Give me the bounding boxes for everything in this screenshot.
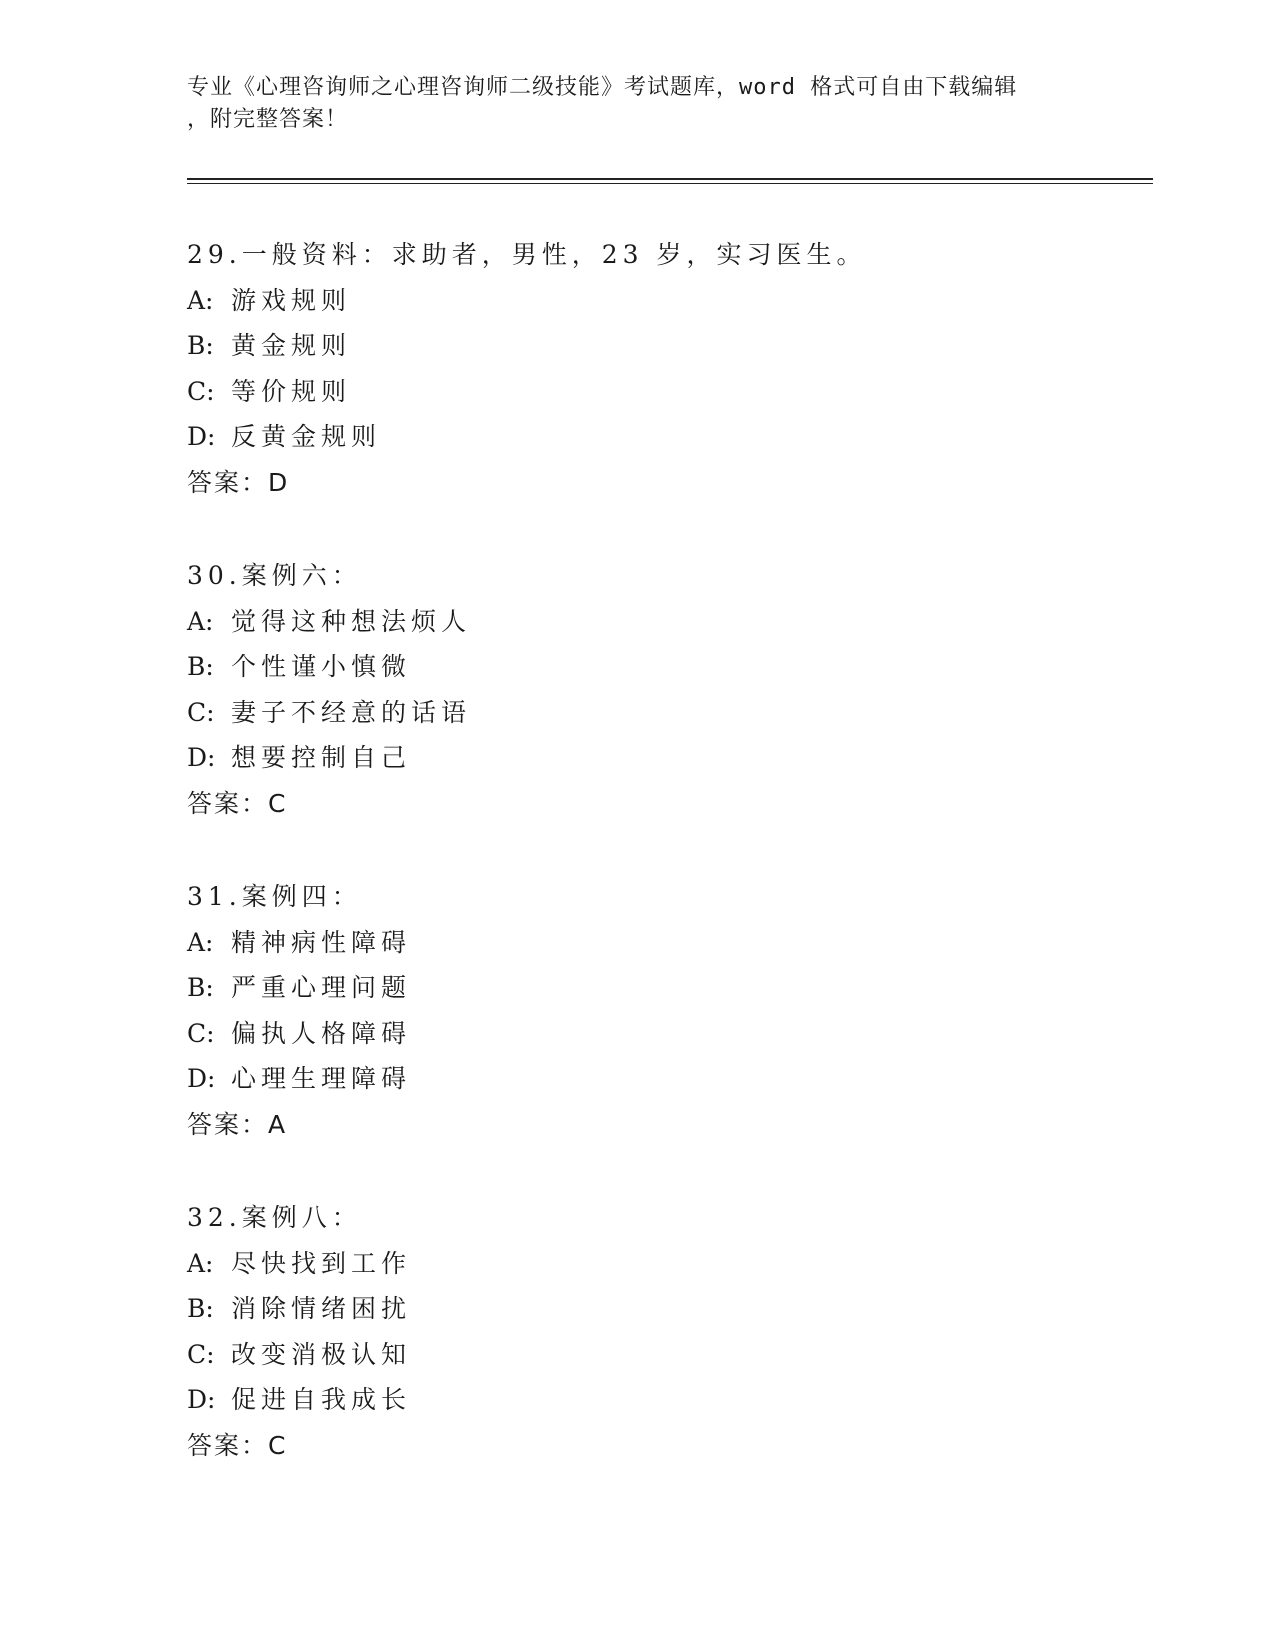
option-d <box>187 735 1153 781</box>
option-text: 个性谨小慎微 <box>231 652 412 681</box>
option-letter: D: <box>187 1385 216 1414</box>
question-list <box>187 232 1153 1516</box>
option-b <box>187 644 1153 690</box>
option-letter: D: <box>187 422 216 451</box>
option-letter: A: <box>187 1248 214 1278</box>
option-letter: B: <box>187 1294 214 1323</box>
question-32 <box>187 1195 1153 1468</box>
option-letter: A: <box>187 927 214 957</box>
option-text: 改变消极认知 <box>231 1339 412 1369</box>
option-text: 游戏规则 <box>231 285 352 315</box>
option-text: 觉得这种想法烦人 <box>231 606 472 636</box>
option-text: 尽快找到工作 <box>231 1248 412 1278</box>
option-text: 反黄金规则 <box>231 422 382 451</box>
option-letter: B: <box>187 652 214 681</box>
option-d <box>187 1377 1153 1423</box>
option-text: 心理生理障碍 <box>231 1064 412 1093</box>
option-c <box>187 690 1153 736</box>
option-c <box>187 1332 1153 1378</box>
option-a <box>187 920 1153 966</box>
option-text: 严重心理问题 <box>231 973 412 1002</box>
option-a <box>187 278 1153 324</box>
option-c <box>187 369 1153 415</box>
question-stem: 32.案例八： <box>187 1203 362 1232</box>
option-letter: C: <box>187 1018 215 1048</box>
option-text: 精神病性障碍 <box>231 927 412 957</box>
document-header <box>187 72 1067 136</box>
option-c <box>187 1011 1153 1057</box>
answer-line: 答案：C <box>187 1430 288 1460</box>
option-letter: C: <box>187 1339 215 1369</box>
question-stem: 30.案例六： <box>187 561 362 590</box>
question-31 <box>187 874 1153 1147</box>
option-letter: D: <box>187 743 216 772</box>
option-text: 等价规则 <box>231 376 352 406</box>
option-text: 黄金规则 <box>231 331 352 360</box>
header-line-2: ，附完整答案！ <box>187 107 349 132</box>
question-29 <box>187 232 1153 505</box>
option-d <box>187 1056 1153 1102</box>
option-b <box>187 965 1153 1011</box>
option-text: 想要控制自己 <box>231 743 412 772</box>
option-b <box>187 323 1153 369</box>
option-letter: D: <box>187 1064 216 1093</box>
answer-line: 答案：C <box>187 788 288 818</box>
header-divider-thin <box>187 183 1153 184</box>
option-letter: A: <box>187 606 214 636</box>
answer-line: 答案：D <box>187 467 290 497</box>
option-text: 偏执人格障碍 <box>231 1018 412 1048</box>
option-letter: A: <box>187 285 214 315</box>
header-divider-thick <box>187 178 1153 180</box>
question-stem: 29.一般资料：求助者，男性，23 岁，实习医生。 <box>187 240 867 269</box>
option-text: 促进自我成长 <box>231 1385 412 1414</box>
option-text: 妻子不经意的话语 <box>231 697 472 727</box>
option-letter: B: <box>187 973 214 1002</box>
option-a <box>187 1241 1153 1287</box>
option-d <box>187 414 1153 460</box>
option-letter: C: <box>187 697 215 727</box>
option-a <box>187 599 1153 645</box>
option-letter: C: <box>187 376 215 406</box>
header-line-1: 专业《心理咨询师之心理咨询师二级技能》考试题库，word 格式可自由下载编辑 <box>187 75 1018 100</box>
question-30 <box>187 553 1153 826</box>
option-b <box>187 1286 1153 1332</box>
answer-line: 答案：A <box>187 1109 288 1139</box>
question-stem: 31.案例四： <box>187 882 362 911</box>
option-text: 消除情绪困扰 <box>231 1294 412 1323</box>
option-letter: B: <box>187 331 214 360</box>
